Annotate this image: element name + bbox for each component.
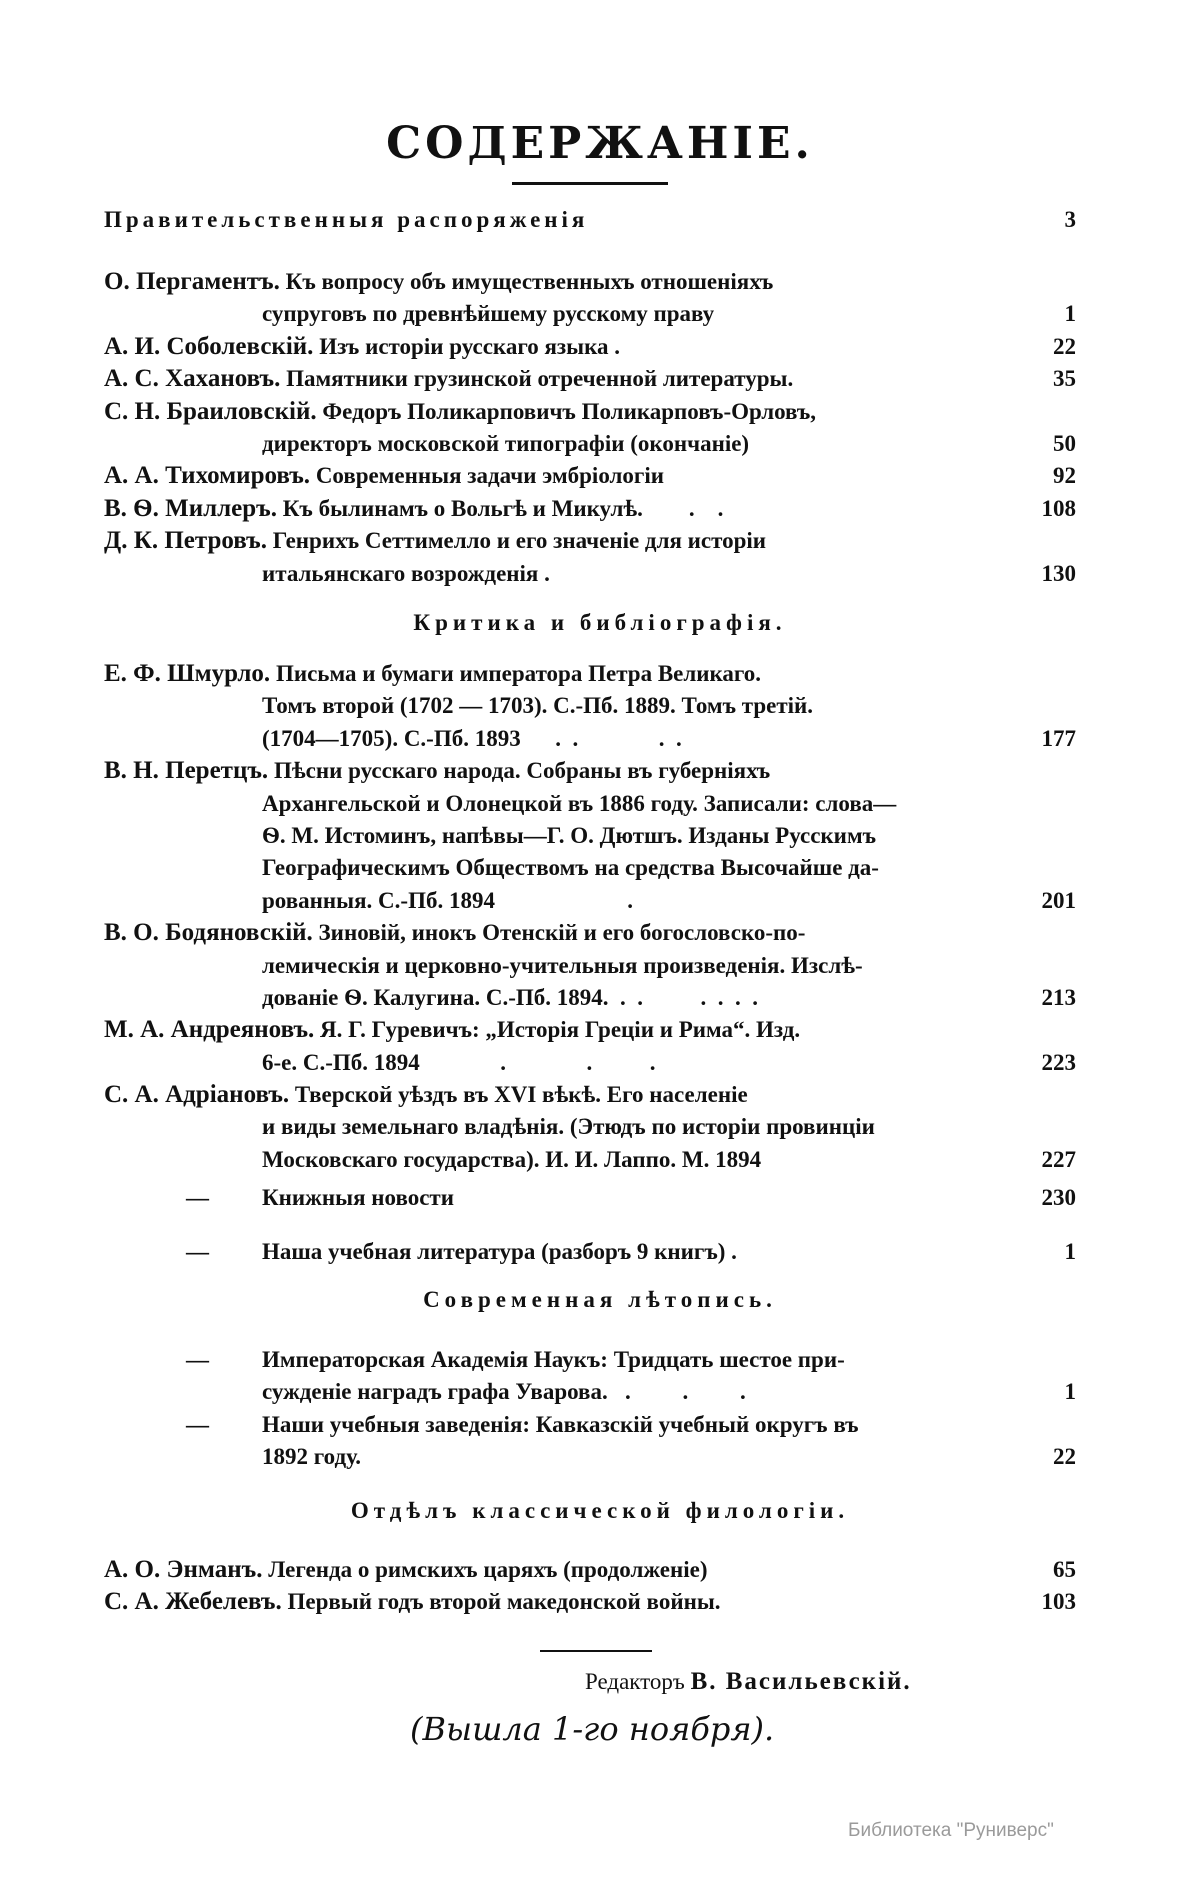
toc-entry xyxy=(104,493,1076,525)
page-number: 213 xyxy=(1041,984,1076,1010)
entry-title-line: Письма и бумаги императора Петра Великаго. xyxy=(275,661,762,686)
entry-text xyxy=(104,493,1004,525)
entry-text xyxy=(104,1079,1004,1111)
entry-author: А. С. Хахановъ. xyxy=(104,365,281,393)
toc-entry xyxy=(104,755,1076,917)
toc-entry xyxy=(104,1079,1076,1176)
gov-orders-row xyxy=(104,204,1076,236)
entry-text xyxy=(262,1111,1004,1143)
entry-title-line: Къ былинамъ о Вольгѣ и Микулѣ. . . xyxy=(282,495,724,521)
entry-title-line: и виды земельнаго владѣнія. (Этюдъ по исторіи провинціи xyxy=(262,1114,875,1140)
entry-author: А. О. Энманъ. xyxy=(104,1556,263,1583)
dash: — xyxy=(186,1239,209,1264)
section-header-classic: Отдѣлъ классической филологіи. xyxy=(350,1498,850,1523)
entry-author: О. Пергаментъ. xyxy=(104,268,280,295)
books-news-row xyxy=(104,1182,1076,1214)
page-number: 177 xyxy=(1041,725,1076,751)
toc-entry xyxy=(104,917,1076,1014)
entry-title-line: рованныя. С.-Пб. 1894 . xyxy=(262,887,633,913)
entry-title-line: Федоръ Поликарповичъ Поликарповъ-Орловъ, xyxy=(322,398,817,424)
entry-title-line: Памятники грузинской отреченной литературы. xyxy=(286,366,794,392)
entry-title-line: Изъ исторіи русскаго языка . xyxy=(319,333,620,359)
entry-title-line: Тверской уѣздъ въ XVI вѣкѣ. Его населеніе xyxy=(294,1082,748,1108)
toc-entry xyxy=(104,525,1076,590)
school-lit-row xyxy=(104,1236,1076,1268)
page-number: 223 xyxy=(1041,1049,1076,1075)
toc-entry xyxy=(104,363,1076,395)
entry-text xyxy=(104,266,1004,298)
divider xyxy=(540,1650,652,1652)
editor-label: Редакторъ xyxy=(585,1669,685,1694)
entry-title-line: Пѣсни русскаго народа. Собраны въ губерніяхъ xyxy=(273,758,771,784)
entry-title-line: дованіе Ѳ. Калугина. С.-Пб. 1894. . . . . . . xyxy=(262,984,759,1010)
editor-line xyxy=(585,1668,912,1696)
entry-text xyxy=(262,788,1004,820)
entry-text xyxy=(104,363,1004,395)
toc-entry xyxy=(104,266,1076,331)
entry-text xyxy=(104,1554,1004,1586)
watermark: Библиотека "Руниверс" xyxy=(848,1820,1054,1841)
toc-entry xyxy=(104,658,1076,755)
entry-author: В. О. Бодяновскій. xyxy=(104,919,313,947)
entry-title-line: Императорская Академія Наукъ: Тридцать шестое при- xyxy=(262,1347,845,1372)
page-title: СОДЕРЖАНІЕ. xyxy=(386,118,814,169)
page-number: 22 xyxy=(1053,333,1076,359)
entry-text xyxy=(262,428,1004,460)
entry-text xyxy=(104,525,1004,557)
page-number: 230 xyxy=(1041,1185,1076,1210)
dash: — xyxy=(186,1347,209,1372)
entry-title-line: Современныя задачи эмбріологіи xyxy=(315,463,665,489)
entry-text xyxy=(104,331,1004,363)
page-number: 1 xyxy=(1064,1239,1076,1264)
page-number: 130 xyxy=(1041,560,1076,586)
page-number: 22 xyxy=(1053,1444,1076,1470)
entry-title-line: Я. Г. Гуревичъ: „Исторія Греціи и Рима“. Изд. xyxy=(320,1017,801,1043)
entry-text xyxy=(262,852,1004,884)
page-number: 1 xyxy=(1064,301,1076,327)
entry-text xyxy=(104,755,1004,787)
page-number: 3 xyxy=(1064,207,1076,232)
page-number: 92 xyxy=(1053,463,1076,489)
entry-author: А. И. Соболевскій. xyxy=(104,332,314,360)
entry-title-line: Ѳ. М. Истоминъ, напѣвы—Г. О. Дютшъ. Изданы Русскимъ xyxy=(262,822,877,848)
entry-text xyxy=(262,723,1004,755)
entry-title-line: Зиновій, инокъ Отенскій и его богословско-по- xyxy=(318,920,806,946)
entry-title-line: сужденіе наградъ графа Уварова. . . . xyxy=(262,1379,746,1405)
entry-title-line: Первый годъ второй македонской войны. xyxy=(287,1589,721,1615)
entry-author: С. Н. Браиловскій. xyxy=(104,397,317,425)
toc-entry xyxy=(104,1014,1076,1079)
chronicle-list xyxy=(104,1344,1076,1474)
entry-title-line: Московскаго государства). И. И. Лаппо. М. 1894 xyxy=(262,1146,762,1172)
entry-title-line: 1892 году. xyxy=(262,1444,362,1470)
entry-text xyxy=(104,658,1004,690)
classic-list xyxy=(104,1554,1076,1619)
page-number: 1 xyxy=(1064,1379,1076,1405)
entry-author: М. А. Андреяновъ. xyxy=(104,1016,315,1044)
entry-title-line: Архангельской и Олонецкой въ 1886 году. Записали: слова— xyxy=(262,790,897,816)
entry-text xyxy=(262,1047,1004,1079)
entry-title-line: Легенда о римскихъ царяхъ (продолженіе) xyxy=(268,1557,708,1582)
entry-text xyxy=(104,917,1004,949)
page-number: 103 xyxy=(1041,1589,1076,1615)
entry-text xyxy=(262,298,1004,330)
entry-title-line: (1704—1705). С.-Пб. 1893 . . . . xyxy=(262,725,682,751)
entry-text xyxy=(262,1144,1004,1176)
toc-entry xyxy=(104,331,1076,363)
editor-name: В. Васильевскій. xyxy=(690,1668,912,1695)
toc-entry xyxy=(104,396,1076,461)
entry-text xyxy=(104,1014,1004,1046)
entry-author: С. А. Жебелевъ. xyxy=(104,1588,282,1616)
entry-text xyxy=(262,1441,1004,1473)
entry-author: В. Ѳ. Миллеръ. xyxy=(104,494,277,522)
toc-entry xyxy=(104,1554,1076,1586)
entry-author: А. А. Тихомировъ. xyxy=(104,462,311,490)
section-header-critique: Критика и библіографія. xyxy=(413,610,787,635)
dash: — xyxy=(186,1185,209,1210)
toc-entry xyxy=(104,1409,1076,1474)
entry-author: Д. К. Петровъ. xyxy=(104,527,267,555)
page-number: 201 xyxy=(1041,887,1076,913)
books-news-label: Книжныя новости xyxy=(262,1185,454,1210)
entry-title-line: Къ вопросу объ имущественныхъ отношеніяхъ xyxy=(285,269,774,294)
entry-author: С. А. Адріановъ. xyxy=(104,1081,290,1109)
entry-author: Е. Ф. Шмурло. xyxy=(104,660,271,687)
entry-title-line: Географическимъ Обществомъ на средства Высочайше да- xyxy=(262,855,879,881)
entry-text xyxy=(104,1586,1004,1618)
entry-text xyxy=(262,982,1004,1014)
entry-title-line: 6-е. С.-Пб. 1894 . . . xyxy=(262,1049,656,1075)
toc-entry xyxy=(104,1344,1076,1409)
gov-orders-label: Правительственныя распоряженія xyxy=(104,207,589,232)
entry-text xyxy=(104,396,1004,428)
entry-text xyxy=(262,1376,1004,1408)
entry-author: В. Н. Перетцъ. xyxy=(104,757,269,785)
entry-text xyxy=(262,558,1004,590)
entry-title-line: лемическія и церковно-учительныя произведенія. Изслѣ- xyxy=(262,952,863,978)
entry-text xyxy=(262,950,1004,982)
entry-title-line: Наши учебныя заведенія: Кавказскій учебный округъ въ xyxy=(262,1411,859,1437)
entry-title-line: Томъ второй (1702 — 1703). С.-Пб. 1889. Томъ третій. xyxy=(262,693,814,719)
entry-text xyxy=(262,885,1004,917)
section-header-chronicle: Современная лѣтопись. xyxy=(423,1287,777,1312)
entry-title-line: Генрихъ Сеттимелло и его значеніе для исторіи xyxy=(272,528,767,554)
divider xyxy=(512,182,668,185)
articles-list xyxy=(104,266,1076,590)
toc-entry xyxy=(104,1586,1076,1618)
entry-text xyxy=(262,1344,1162,1376)
entry-text xyxy=(262,1409,1162,1441)
entry-text xyxy=(104,460,1004,492)
page-number: 227 xyxy=(1041,1146,1076,1172)
entry-text xyxy=(262,690,1004,722)
handwritten-note: (Вышла 1-го ноября). xyxy=(410,1710,775,1748)
page-number: 108 xyxy=(1041,495,1076,521)
school-lit-label: Наша учебная литература (разборъ 9 книгъ) . xyxy=(262,1239,737,1264)
page-number: 35 xyxy=(1053,366,1076,392)
entry-text xyxy=(262,820,1004,852)
critique-list xyxy=(104,658,1076,1176)
page-number: 65 xyxy=(1053,1557,1076,1582)
entry-title-line: итальянскаго возрожденія . xyxy=(262,560,550,586)
toc-entry xyxy=(104,460,1076,492)
page-number: 50 xyxy=(1053,430,1076,456)
dash: — xyxy=(186,1411,209,1437)
entry-title-line: директоръ московской типографіи (окончаніе) xyxy=(262,430,750,456)
entry-title-line: супруговъ по древнѣйшему русскому праву xyxy=(262,301,715,327)
